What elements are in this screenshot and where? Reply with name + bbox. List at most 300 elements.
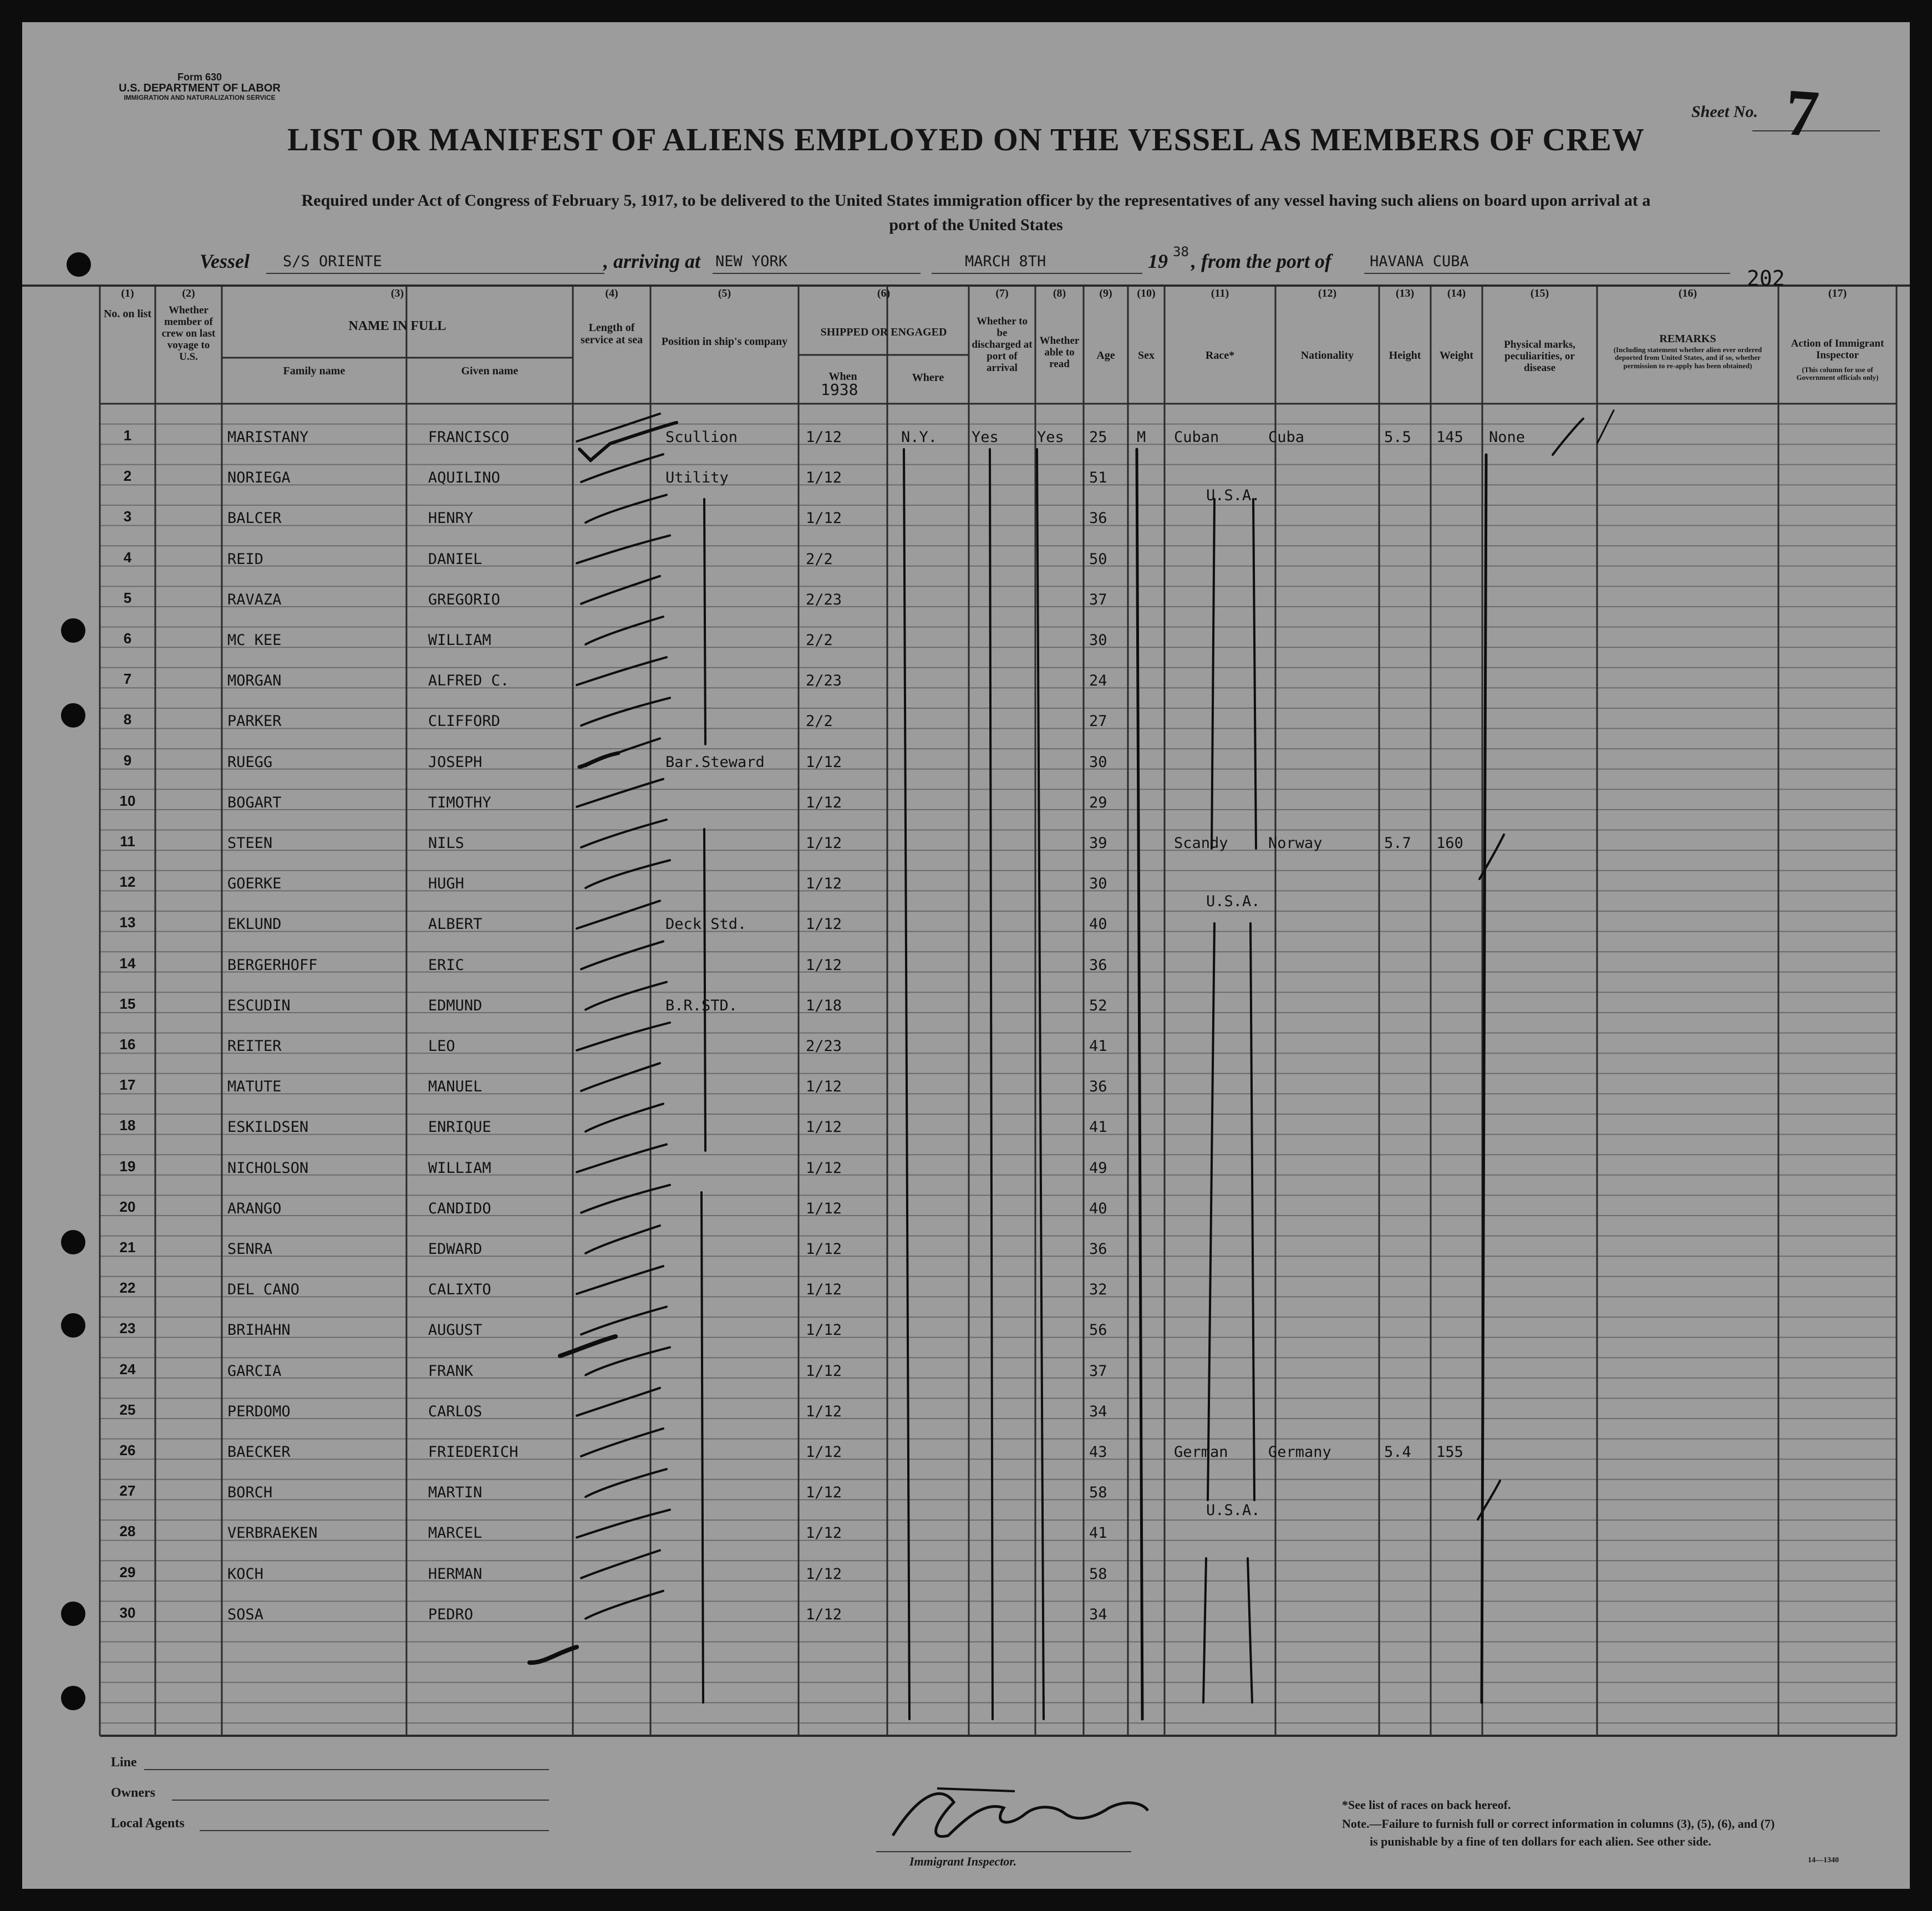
col4-number: (4) [605,287,618,299]
cell-given: HUGH [428,875,465,893]
arriving-port: NEW YORK [715,253,788,270]
cell-age: 41 [1089,1038,1107,1055]
date-underline [932,273,1142,274]
pen-mark [1248,1558,1252,1702]
cell-given: CLIFFORD [428,713,501,730]
cell-when: 2/23 [806,1038,842,1055]
row-number: 28 [119,1523,136,1540]
cell-weight: 155 [1436,1444,1463,1461]
cell-given: FRIEDERICH [428,1444,518,1461]
cell-height: 5.7 [1384,835,1411,852]
cell-age: 58 [1089,1565,1107,1583]
pen-mark [704,499,705,744]
cell-family: BORCH [227,1484,273,1502]
when-year: 1938 [821,380,858,399]
pen-mark [577,414,660,441]
col4-header: Length of service at sea [580,322,643,346]
col3-number: (3) [390,287,404,299]
col11-header: Race* [1205,349,1235,362]
row-number: 23 [119,1320,136,1337]
row-number: 24 [119,1360,136,1378]
punch-hole [61,1230,85,1254]
cell-when: 2/23 [806,672,842,690]
sheet-label: Sheet No. [1691,103,1758,121]
inspector-line [876,1851,1131,1852]
cell-family: EKLUND [227,916,282,933]
vessel-label: Vessel [200,250,250,272]
pen-mark [579,753,618,767]
row-number: 3 [123,508,132,525]
pen-mark [586,860,670,888]
col16-subheader: (Including statement whether alien ever ordered deported from United States, and if so, whether permission to re-apply has been obtained) [1613,345,1762,370]
row-number: 20 [119,1198,136,1215]
cell-age: 58 [1089,1484,1107,1502]
from-port: HAVANA CUBA [1370,253,1469,270]
row-number: 7 [123,670,132,688]
cell-nationality: Germany [1268,1444,1331,1461]
service: IMMIGRATION AND NATURALIZATION SERVICE [124,93,276,101]
pen-mark [581,1307,667,1334]
cell-given: EDWARD [428,1241,482,1258]
cell-family: BRIHAHN [227,1322,291,1339]
cell-family: KOCH [227,1565,264,1583]
cell-when: 1/12 [806,1444,842,1461]
cell-age: 34 [1089,1402,1107,1420]
cell-age: 24 [1089,672,1107,690]
sheet-number: 7 [1783,75,1822,151]
col7-header: Whether to be discharged at port of arrival [972,316,1033,374]
pen-mark [1253,499,1256,848]
form-number: Form 630 [177,72,222,83]
owners-label: Owners [111,1786,155,1800]
cell-family: MC KEE [227,632,282,649]
cell-given: MANUEL [428,1078,482,1096]
cell-family: PARKER [227,713,282,730]
cell-age: 25 [1089,429,1107,446]
pen-mark [1037,449,1044,1719]
from-underline [1364,273,1730,274]
col11-number: (11) [1211,287,1229,299]
vessel-name: S/S ORIENTE [283,253,382,270]
pen-mark [577,1388,660,1416]
year-suffix: 38 [1173,244,1189,260]
row-number: 5 [123,589,132,606]
form-header [100,72,299,101]
cell-age: 39 [1089,835,1107,852]
pen-mark [577,657,667,685]
cell-given: HENRY [428,510,474,527]
col2-number: (2) [182,287,195,299]
punch-hole [61,1686,85,1710]
cell-age: 36 [1089,1078,1107,1096]
agents-label: Local Agents [111,1816,185,1831]
cell-when: 1/12 [806,1565,842,1583]
cell-family: REITER [227,1038,282,1055]
row-number: 11 [120,833,135,850]
cell-family: REID [227,550,264,568]
cell-when: 2/2 [806,713,833,730]
print-code: 14—1340 [1808,1856,1839,1864]
col14-header: Weight [1439,349,1474,362]
cell-family: RAVAZA [227,591,282,608]
ruled-grid [22,22,1910,1889]
page-title: LIST OR MANIFEST OF ALIENS EMPLOYED ON THE VESSEL AS MEMBERS OF CREW [287,121,1645,157]
row-number: 12 [119,873,136,891]
cell-family: GARCIA [227,1362,282,1380]
cell-given: EDMUND [428,997,482,1014]
cell-given: WILLIAM [428,632,491,649]
cell-position: Deck Std. [665,916,747,933]
family-name-header: Family name [283,365,345,377]
manifest-number: 202 [1747,266,1785,291]
cell-when: 1/12 [806,1605,842,1623]
punch-hole [61,1602,85,1626]
col8-number: (8) [1053,287,1066,299]
owners-underline [172,1800,549,1801]
col5-number: (5) [718,287,731,299]
cell-family: GOERKE [227,875,282,893]
cell-given: FRANCISCO [428,429,510,446]
cell-when: 1/12 [806,1484,842,1502]
cell-age: 36 [1089,956,1107,974]
inspector-label: Immigrant Inspector. [909,1854,1017,1868]
cell-age: 37 [1089,591,1107,608]
cell-family: ESCUDIN [227,997,291,1014]
cell-age: 43 [1089,1444,1107,1461]
cell-nationality: U.S.A. [1206,487,1260,505]
row-number: 25 [119,1401,136,1418]
col1-header: No. on list [103,308,152,320]
row-number: 2 [123,467,132,485]
cell-age: 52 [1089,997,1107,1014]
cell-family: RUEGG [227,753,273,771]
cell-when: 1/12 [806,1402,842,1420]
cell-family: BALCER [227,510,282,527]
cell-race: Scandy [1174,835,1228,852]
col16-number: (16) [1678,287,1697,299]
punch-hole [61,1313,85,1338]
cell-when: 2/2 [806,632,833,649]
cell-when: 1/12 [806,510,842,527]
cell-given: MARCEL [428,1524,482,1542]
col16-header: REMARKS [1659,333,1716,345]
pen-mark [1597,410,1614,444]
pen-mark [586,1348,670,1375]
cell-given: PEDRO [428,1605,474,1623]
when-header: When [828,370,857,383]
cell-when: 1/12 [806,1322,842,1339]
cell-position: Scullion [665,429,738,446]
pen-mark [1212,499,1214,848]
pen-mark [577,1023,670,1050]
col15-number: (15) [1530,287,1549,299]
row-number: 14 [119,954,136,972]
col5-header: Position in ship's company [661,336,788,348]
cell-when: 1/12 [806,1241,842,1258]
cell-when: 1/12 [806,429,842,446]
cell-given: ALBERT [428,916,482,933]
cell-age: 27 [1089,713,1107,730]
cell-age: 51 [1089,469,1107,487]
cell-when: 1/12 [806,875,842,893]
cell-when: 1/12 [806,753,842,771]
col12-number: (12) [1318,287,1337,299]
pen-mark [586,1469,667,1497]
row-number: 16 [119,1036,136,1053]
cell-age: 32 [1089,1281,1107,1299]
cell-age: 41 [1089,1119,1107,1136]
cell-age: 49 [1089,1159,1107,1177]
cell-when: 1/12 [806,1200,842,1217]
pen-mark [990,449,993,1719]
cell-when: 2/2 [806,550,833,568]
cell-given: DANIEL [428,550,482,568]
cell-when: 1/12 [806,1078,842,1096]
pen-mark [586,982,667,1010]
pen-mark [586,1104,663,1131]
pen-mark [530,1647,577,1663]
pen-mark [704,829,705,1151]
cell-when: 1/12 [806,1119,842,1136]
manifest-sheet [22,22,1910,1889]
cell-position: Bar.Steward [665,753,765,771]
pen-mark [586,1226,660,1253]
cell-family: MATUTE [227,1078,282,1096]
cell-family: SOSA [227,1605,264,1623]
cell-position: Utility [665,469,729,487]
cell-age: 40 [1089,1200,1107,1217]
cell-family: PERDOMO [227,1402,291,1420]
pen-mark [581,1551,660,1578]
col13-header: Height [1389,349,1421,362]
cell-given: HERMAN [428,1565,482,1583]
cell-age: 30 [1089,875,1107,893]
cell-given: MARTIN [428,1484,482,1502]
cell-family: BAECKER [227,1444,291,1461]
cell-age: 30 [1089,632,1107,649]
cell-family: STEEN [227,835,273,852]
col17-subheader: (This column for use of Government officials only) [1796,365,1879,382]
arriving-label: , arriving at [603,250,701,272]
given-name-header: Given name [461,365,518,377]
col3-header: NAME IN FULL [348,319,446,333]
row-number: 27 [119,1482,136,1500]
cell-given: WILLIAM [428,1159,491,1177]
cell-height: 5.4 [1384,1444,1411,1461]
cell-nationality: Cuba [1268,429,1305,446]
pen-mark [1208,923,1214,1500]
cell-family: NICHOLSON [227,1159,309,1177]
cell-family: SENRA [227,1241,273,1258]
cell-given: LEO [428,1038,455,1055]
cell-given: GREGORIO [428,591,501,608]
pen-mark [586,1591,663,1619]
pen-mark [577,901,660,928]
cell-age: 40 [1089,916,1107,933]
col10-number: (10) [1137,287,1156,299]
cell-given: AQUILINO [428,469,501,487]
pen-mark [581,1185,670,1213]
row-number: 19 [119,1157,136,1175]
cell-when: 1/12 [806,1524,842,1542]
cell-given: CARLOS [428,1402,482,1420]
pen-mark [701,1192,703,1702]
cell-family: VERBRAEKEN [227,1524,318,1542]
row-number: 6 [123,630,132,647]
col13-number: (13) [1395,287,1415,299]
cell-age: 50 [1089,550,1107,568]
cell-position: B.R.STD. [665,997,738,1014]
vessel-row [22,244,1910,283]
cell-family: ARANGO [227,1200,282,1217]
col17-header: Action of Immigrant Inspector [1791,338,1884,361]
col6-number: (6) [877,287,891,299]
from-label: , from the port of [1191,250,1332,272]
cell-family: DEL CANO [227,1281,300,1299]
cell-age: 29 [1089,794,1107,811]
arrival-date: MARCH 8TH [965,253,1046,270]
note-line-1: Note.—Failure to furnish full or correct information in columns (3), (5), (6), and (7) [1342,1817,1775,1831]
cell-when: 1/12 [806,835,842,852]
required-line-1: Required under Act of Congress of February 5, 1917, to be delivered to the United States immigration officer by the representatives of any vessel having such aliens on board upon arrival at a [301,191,1651,210]
row-number: 4 [123,548,132,566]
cell-race: Cuban [1174,429,1219,446]
col8-header: Whether able to read [1039,335,1080,370]
pen-mark [560,1336,616,1356]
pen-mark [577,536,670,563]
punch-hole [61,703,85,728]
cell-given: CALIXTO [428,1281,491,1299]
col6-header: SHIPPED OR ENGAGED [820,326,947,338]
pen-mark [581,576,660,604]
row-number: 26 [119,1442,136,1458]
cell-age: 30 [1089,753,1107,771]
cell-family: ESKILDSEN [227,1119,309,1136]
where-header: Where [912,372,944,384]
cell-given: ERIC [428,956,465,974]
cell-given: CANDIDO [428,1200,491,1217]
cell-when: 1/12 [806,956,842,974]
required-notice [122,189,1830,237]
pen-mark [577,1145,667,1172]
row-number: 18 [119,1117,136,1134]
cell-given: ALFRED C. [428,672,510,690]
cell-discharged: Yes [972,429,999,446]
cell-when: 1/12 [806,1362,842,1380]
pen-mark [577,1510,670,1537]
col17-number: (17) [1828,287,1847,299]
cell-family: MARISTANY [227,429,309,446]
required-line-2: port of the United States [889,215,1063,234]
pen-mark [1250,923,1254,1500]
cell-when: 1/12 [806,794,842,811]
cell-family: BOGART [227,794,282,811]
punch-hole [61,618,85,643]
year-prefix: 19 [1148,250,1168,272]
col10-header: Sex [1138,349,1155,362]
row-number: 8 [123,711,132,728]
cell-age: 41 [1089,1524,1107,1542]
cell-given: AUGUST [428,1322,482,1339]
row-number: 22 [119,1279,136,1297]
department: U.S. DEPARTMENT OF LABOR [119,82,281,94]
arriving-underline [713,273,921,274]
col15-header: Physical marks, peculiarities, or disease [1504,339,1575,374]
cell-weight: 160 [1436,835,1463,852]
cell-age: 37 [1089,1362,1107,1380]
punch-hole [67,252,91,277]
cell-given: ENRIQUE [428,1119,491,1136]
row-number: 1 [123,427,132,444]
cell-read: Yes [1037,429,1064,446]
row-number: 17 [119,1076,136,1094]
pen-mark [1137,449,1142,1719]
cell-when: 1/12 [806,1281,842,1299]
col9-number: (9) [1099,287,1112,299]
cell-family: BERGERHOFF [227,956,318,974]
cell-sex: M [1137,429,1146,446]
row-number: 13 [119,914,136,931]
cell-family: NORIEGA [227,469,291,487]
line-underline [144,1769,549,1770]
row-number: 21 [119,1239,136,1256]
pen-mark [586,617,663,644]
pen-mark [586,495,667,522]
cell-when: 1/12 [806,916,842,933]
row-number: 10 [119,792,136,809]
cell-marks: None [1489,429,1526,446]
cell-given: NILS [428,835,465,852]
cell-when: 1/12 [806,469,842,487]
cell-when: 2/23 [806,591,842,608]
note-line-2: is punishable by a fine of ten dollars for each alien. See other side. [1370,1834,1711,1848]
cell-age: 56 [1089,1322,1107,1339]
col7-number: (7) [995,287,1009,299]
col1-number: (1) [121,287,134,299]
cell-nationality: U.S.A. [1206,1502,1260,1519]
cell-given: JOSEPH [428,753,482,771]
cell-when: 1/18 [806,997,842,1014]
pen-mark [1479,835,1504,879]
pen-mark [581,698,670,725]
pen-mark [581,820,667,847]
cell-age: 34 [1089,1605,1107,1623]
cell-given: FRANK [428,1362,474,1380]
row-number: 9 [123,751,132,769]
line-label: Line [111,1755,137,1770]
cell-weight: 145 [1436,429,1463,446]
race-note: *See list of races on back hereof. [1342,1798,1511,1812]
cell-given: TIMOTHY [428,794,491,811]
row-number: 15 [119,995,136,1012]
cell-nationality: U.S.A. [1206,893,1260,911]
cell-height: 5.5 [1384,429,1411,446]
cell-age: 36 [1089,510,1107,527]
col14-number: (14) [1447,287,1466,299]
inspector-signature [871,1769,1159,1852]
col2-header: Whether member of crew on last voyage to U.S. [161,304,216,363]
pen-mark [581,1063,660,1091]
col9-header: Age [1096,349,1115,362]
vessel-underline [266,273,604,274]
row-number: 29 [119,1563,136,1580]
pen-mark [904,449,909,1719]
cell-age: 36 [1089,1241,1107,1258]
cell-family: MORGAN [227,672,282,690]
cell-race: German [1174,1444,1228,1461]
agents-underline [200,1830,549,1831]
cell-nationality: Norway [1268,835,1323,852]
